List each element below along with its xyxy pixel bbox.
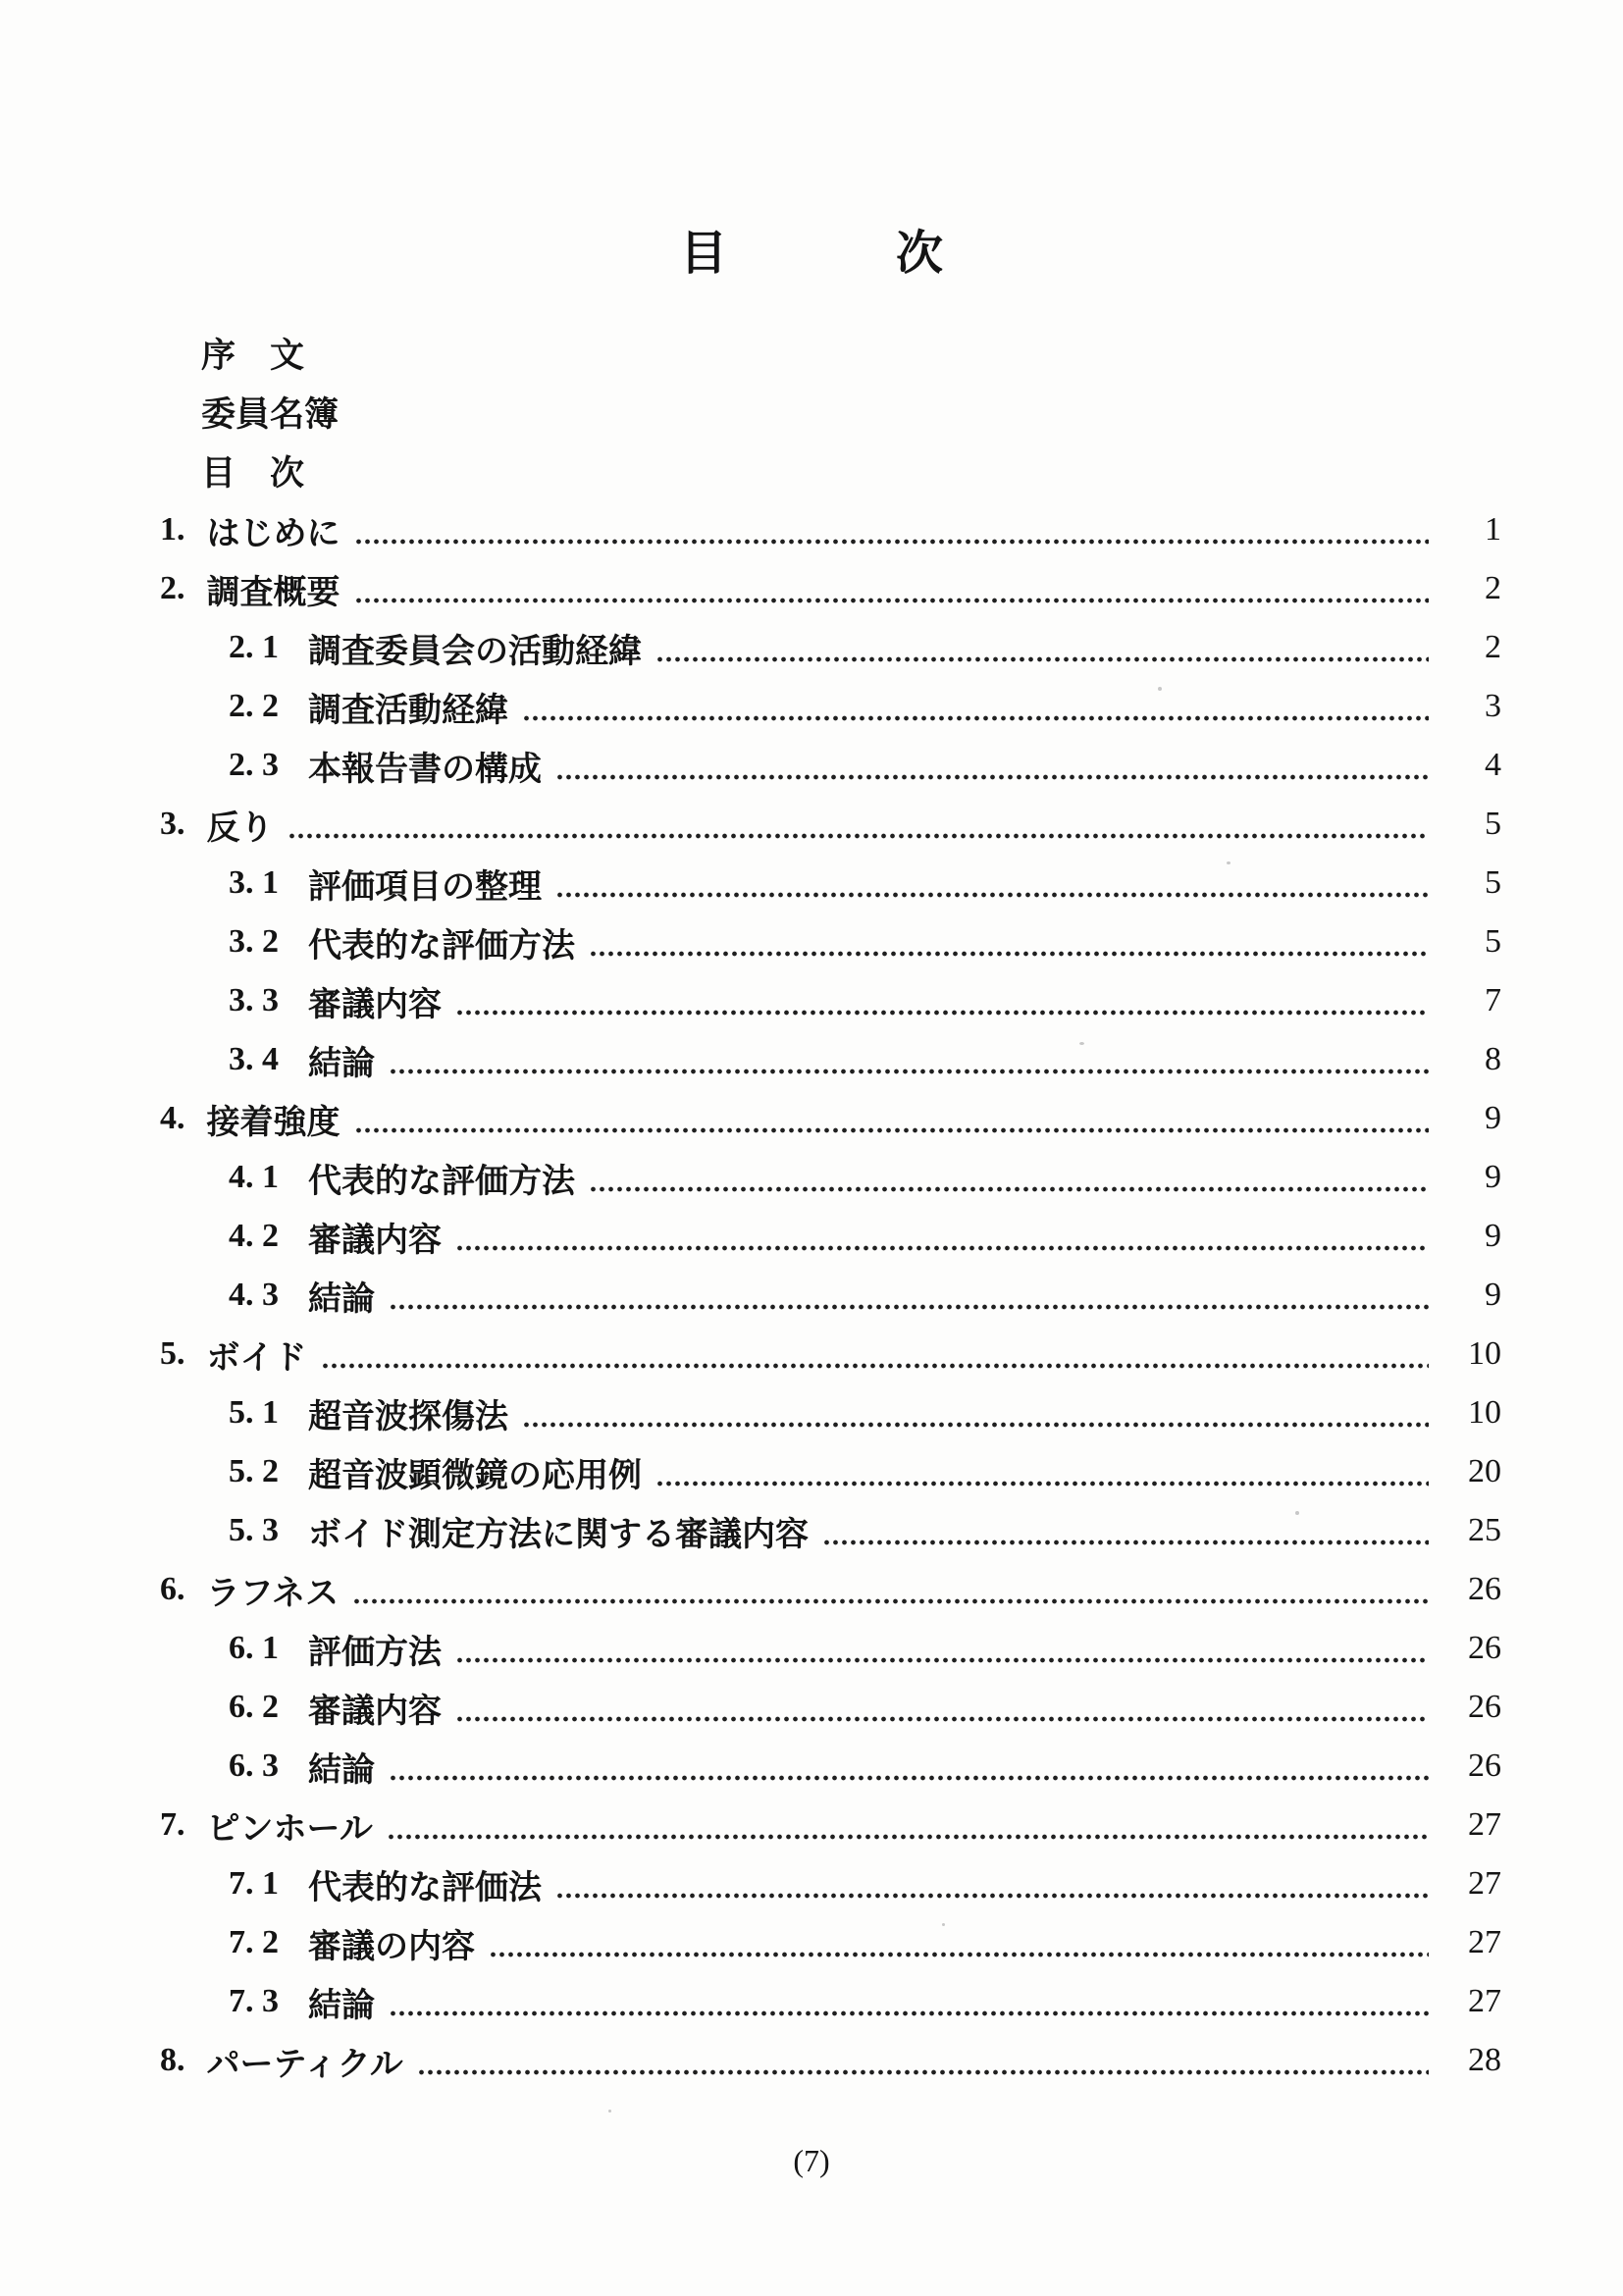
entry-number: 6. 2	[229, 1689, 279, 1725]
dot-leader	[455, 1245, 1429, 1251]
entry-label: 本報告書の構成	[308, 751, 542, 788]
entry-number: 7. 1	[229, 1865, 279, 1902]
entry-label: パーティクル	[206, 2046, 403, 2083]
entry-label: 審議内容	[308, 986, 442, 1023]
entry-page-number: 27	[1468, 1865, 1501, 1902]
scan-artifact	[1227, 861, 1230, 864]
entry-page-number: 10	[1468, 1335, 1501, 1372]
entry-label: 超音波探傷法	[308, 1398, 508, 1435]
entry-number: 7.	[160, 1806, 185, 1843]
entry-label: 調査活動経緯	[308, 692, 508, 729]
dot-leader	[555, 774, 1429, 780]
entry-page-number: 26	[1468, 1689, 1501, 1725]
dot-leader	[555, 892, 1429, 898]
entry-page-number: 9	[1485, 1218, 1501, 1254]
entry-number: 7. 3	[229, 1983, 279, 2019]
entry-label: 審議の内容	[308, 1928, 475, 1965]
entry-label: ボイド測定方法に関する審議内容	[308, 1516, 809, 1553]
page-title	[0, 0, 1623, 285]
toc-entry	[0, 500, 1623, 559]
dot-leader	[455, 1716, 1429, 1722]
entry-label: はじめに	[206, 515, 340, 552]
toc-entry	[0, 1560, 1623, 1619]
toc-entry	[0, 1030, 1623, 1089]
entry-number: 6.	[160, 1571, 185, 1607]
toc-entry	[0, 736, 1623, 795]
entry-page-number: 26	[1468, 1630, 1501, 1666]
entry-label: 反り	[206, 809, 274, 847]
front-item-committee-roster: 委員名簿	[201, 395, 340, 434]
page-title-left-char: 目	[679, 228, 727, 280]
dot-leader	[389, 1069, 1429, 1074]
scan-artifact	[1079, 1042, 1084, 1045]
dot-leader	[455, 1010, 1429, 1016]
toc-entry	[0, 1854, 1623, 1913]
dot-leader	[655, 656, 1429, 662]
toc-entry	[0, 1207, 1623, 1266]
toc-entry	[0, 1619, 1623, 1678]
toc-entry	[0, 559, 1623, 618]
dot-leader	[822, 1539, 1429, 1545]
entry-page-number: 10	[1468, 1394, 1501, 1431]
entry-number: 3. 2	[229, 923, 279, 960]
scan-artifact	[608, 2110, 611, 2113]
entry-page-number: 5	[1485, 923, 1501, 960]
toc-entry	[0, 1737, 1623, 1796]
entry-label: 代表的な評価方法	[308, 927, 575, 965]
entry-page-number: 2	[1485, 629, 1501, 665]
toc-entry	[0, 1678, 1623, 1737]
toc-entry	[0, 1501, 1623, 1560]
entry-page-number: 5	[1485, 806, 1501, 842]
entry-page-number: 27	[1468, 1924, 1501, 1960]
page-footer-number: (7)	[793, 2143, 830, 2178]
toc-entry	[0, 1266, 1623, 1325]
dot-leader	[288, 833, 1430, 839]
dot-leader	[354, 1127, 1430, 1133]
entry-number: 6. 1	[229, 1630, 279, 1666]
entry-label: 結論	[308, 1751, 375, 1789]
entry-page-number: 8	[1485, 1041, 1501, 1077]
dot-leader	[387, 1834, 1429, 1840]
toc-entry	[0, 1089, 1623, 1148]
dot-leader	[417, 2069, 1429, 2075]
entry-number: 5. 2	[229, 1453, 279, 1489]
entry-number: 7. 2	[229, 1924, 279, 1960]
dot-leader	[455, 1657, 1429, 1663]
entry-label: ラフネス	[206, 1575, 340, 1612]
dot-leader	[489, 1952, 1429, 1957]
entry-number: 5. 3	[229, 1512, 279, 1548]
dot-leader	[354, 539, 1430, 545]
entry-number: 8.	[160, 2042, 185, 2078]
entry-page-number: 9	[1485, 1100, 1501, 1136]
toc-entry	[0, 1442, 1623, 1501]
dot-leader	[589, 1186, 1429, 1192]
scan-artifact	[942, 1923, 945, 1926]
entry-page-number: 7	[1485, 982, 1501, 1018]
entry-number: 4. 1	[229, 1159, 279, 1195]
entry-page-number: 26	[1468, 1748, 1501, 1784]
entry-page-number: 25	[1468, 1512, 1501, 1548]
entry-label: 審議内容	[308, 1222, 442, 1259]
entry-page-number: 9	[1485, 1277, 1501, 1313]
entry-number: 3. 1	[229, 864, 279, 901]
toc-entry	[0, 1972, 1623, 2031]
entry-label: 代表的な評価方法	[308, 1163, 575, 1200]
entry-label: 調査概要	[206, 574, 340, 611]
entry-number: 6. 3	[229, 1748, 279, 1784]
toc-entry	[0, 1325, 1623, 1383]
entry-number: 1.	[160, 511, 185, 548]
entry-page-number: 5	[1485, 864, 1501, 901]
entry-page-number: 1	[1485, 511, 1501, 548]
entry-page-number: 9	[1485, 1159, 1501, 1195]
entry-page-number: 27	[1468, 1806, 1501, 1843]
scan-artifact	[1158, 687, 1162, 691]
toc-entry	[0, 1913, 1623, 1972]
entry-number: 4. 2	[229, 1218, 279, 1254]
toc-entry-list	[0, 500, 1623, 2090]
toc-entry	[0, 2031, 1623, 2090]
toc-entry	[0, 1383, 1623, 1442]
front-item-contents: 目 次	[201, 454, 305, 493]
entry-label: 超音波顕微鏡の応用例	[308, 1457, 642, 1494]
entry-page-number: 2	[1485, 570, 1501, 606]
entry-number: 5.	[160, 1335, 185, 1372]
toc-entry	[0, 913, 1623, 971]
toc-entry	[0, 1796, 1623, 1854]
entry-number: 2.	[160, 570, 185, 606]
dot-leader	[522, 1422, 1429, 1428]
entry-label: 評価方法	[308, 1634, 442, 1671]
page-title-right-char: 次	[896, 228, 944, 280]
entry-label: 調査委員会の活動経緯	[308, 633, 642, 670]
dot-leader	[389, 1304, 1429, 1310]
toc-entry	[0, 618, 1623, 677]
dot-leader	[522, 715, 1429, 721]
entry-page-number: 4	[1485, 747, 1501, 783]
entry-number: 5. 1	[229, 1394, 279, 1431]
entry-number: 4. 3	[229, 1277, 279, 1313]
scan-artifact	[1295, 1511, 1299, 1515]
toc-entry	[0, 795, 1623, 854]
entry-page-number: 3	[1485, 688, 1501, 724]
entry-label: 結論	[308, 1987, 375, 2024]
front-matter-list	[0, 324, 1623, 500]
toc-entry	[0, 854, 1623, 913]
dot-leader	[352, 1598, 1429, 1604]
entry-number: 2. 1	[229, 629, 279, 665]
dot-leader	[555, 1893, 1429, 1899]
entry-label: ピンホール	[206, 1810, 373, 1848]
entry-number: 3.	[160, 806, 185, 842]
front-item-preface: 序 文	[201, 337, 305, 375]
entry-page-number: 20	[1468, 1453, 1501, 1489]
toc-entry	[0, 971, 1623, 1030]
dot-leader	[389, 1775, 1429, 1781]
entry-label: 結論	[308, 1280, 375, 1318]
toc-entry	[0, 1148, 1623, 1207]
dot-leader	[589, 951, 1429, 957]
entry-number: 2. 2	[229, 688, 279, 724]
dot-leader	[389, 2010, 1429, 2016]
entry-label: 接着強度	[206, 1104, 340, 1141]
entry-number: 2. 3	[229, 747, 279, 783]
dot-leader	[354, 598, 1430, 603]
entry-number: 4.	[160, 1100, 185, 1136]
dot-leader	[655, 1481, 1429, 1487]
entry-number: 3. 3	[229, 982, 279, 1018]
toc-entry	[0, 677, 1623, 736]
dot-leader	[321, 1363, 1430, 1369]
entry-number: 3. 4	[229, 1041, 279, 1077]
entry-label: 評価項目の整理	[308, 868, 542, 906]
entry-page-number: 28	[1468, 2042, 1501, 2078]
entry-label: 代表的な評価法	[308, 1869, 542, 1906]
entry-label: 審議内容	[308, 1693, 442, 1730]
entry-label: ボイド	[206, 1339, 307, 1377]
entry-page-number: 27	[1468, 1983, 1501, 2019]
entry-page-number: 26	[1468, 1571, 1501, 1607]
entry-label: 結論	[308, 1045, 375, 1082]
